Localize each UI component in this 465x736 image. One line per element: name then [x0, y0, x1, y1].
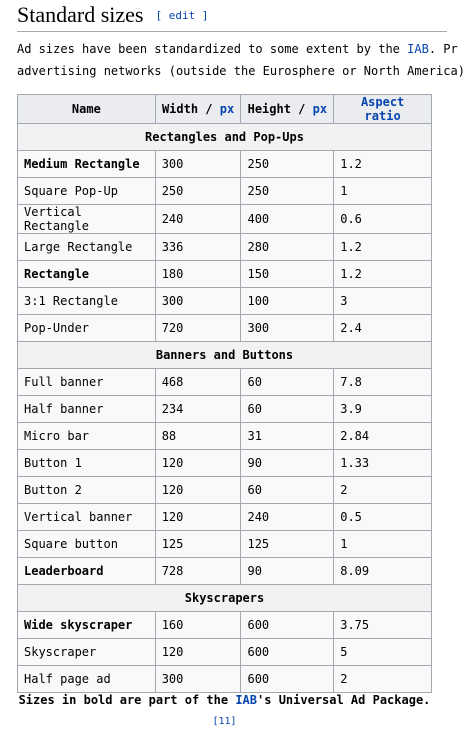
cell-ratio: 5 [334, 639, 432, 666]
cell-width: 720 [155, 315, 241, 342]
table-row [18, 315, 432, 342]
cell-ratio: 3.9 [334, 396, 432, 423]
table-row [18, 531, 432, 558]
cell-width: 120 [155, 504, 241, 531]
cell-ratio: 1 [334, 178, 432, 205]
table-row [18, 261, 432, 288]
cell-width: 336 [155, 234, 241, 261]
cell-width: 240 [155, 205, 241, 234]
cell-height: 600 [241, 612, 334, 639]
table-body [18, 124, 432, 693]
cell-height: 125 [241, 531, 334, 558]
cell-height: 90 [241, 450, 334, 477]
intro-line-1: Ad sizes have been standardized to some extent by the IAB. Pr [17, 42, 458, 56]
cell-ratio: 2 [334, 666, 432, 693]
cell-width: 120 [155, 477, 241, 504]
cell-width: 468 [155, 369, 241, 396]
cell-width: 300 [155, 151, 241, 178]
cell-height: 60 [241, 477, 334, 504]
table-caption: Sizes in bold are part of the IAB's Universal Ad Package.[11] [18, 693, 431, 727]
intro-line-2: advertising networks (outside the Eurosphere or North America) [17, 64, 465, 78]
cell-height: 250 [241, 151, 334, 178]
cell-name: Rectangle [18, 261, 156, 288]
px-link[interactable]: px [312, 102, 328, 116]
cell-height: 250 [241, 178, 334, 205]
section-header-row [18, 124, 432, 151]
cell-height: 150 [241, 261, 334, 288]
cell-height: 240 [241, 504, 334, 531]
cell-width: 120 [155, 639, 241, 666]
cell-ratio: 1.2 [334, 234, 432, 261]
cell-height: 60 [241, 369, 334, 396]
cell-name: Button 2 [18, 477, 156, 504]
aspect-ratio-link[interactable]: Aspect ratio [360, 95, 405, 123]
table-row [18, 288, 432, 315]
section-title: Banners and Buttons [18, 342, 432, 369]
cell-name: Wide skyscraper [18, 612, 156, 639]
cell-name: Full banner [18, 369, 156, 396]
cell-name: Half page ad [18, 666, 156, 693]
reference-11-link[interactable]: [11] [212, 716, 237, 727]
px-link[interactable]: px [219, 102, 235, 116]
cell-name: Button 1 [18, 450, 156, 477]
cell-height: 600 [241, 666, 334, 693]
cell-width: 234 [155, 396, 241, 423]
section-heading [17, 0, 447, 31]
cell-ratio: 3 [334, 288, 432, 315]
cell-ratio: 1 [334, 531, 432, 558]
cell-ratio: 2 [334, 477, 432, 504]
cell-height: 600 [241, 639, 334, 666]
table-row [18, 234, 432, 261]
cell-height: 300 [241, 315, 334, 342]
caption-iab-link[interactable]: IAB [235, 693, 258, 707]
cell-height: 100 [241, 288, 334, 315]
cell-ratio: 2.84 [334, 423, 432, 450]
cell-width: 160 [155, 612, 241, 639]
section-title: Standard sizes [17, 2, 144, 27]
table-header-row [18, 95, 432, 124]
cell-name: Large Rectangle [18, 234, 156, 261]
cell-width: 300 [155, 666, 241, 693]
table-row [18, 558, 432, 585]
table-row [18, 666, 432, 693]
table-row [18, 396, 432, 423]
cell-name: Leaderboard [18, 558, 156, 585]
cell-name: Micro bar [18, 423, 156, 450]
table-row [18, 450, 432, 477]
cell-height: 400 [241, 205, 334, 234]
cell-name: Medium Rectangle [18, 151, 156, 178]
cell-ratio: 0.5 [334, 504, 432, 531]
column-header-height[interactable]: Height / px [241, 95, 334, 124]
table-row [18, 612, 432, 639]
cell-ratio: 3.75 [334, 612, 432, 639]
cell-width: 88 [155, 423, 241, 450]
table-row [18, 178, 432, 205]
table-row [18, 369, 432, 396]
cell-ratio: 7.8 [334, 369, 432, 396]
cell-width: 250 [155, 178, 241, 205]
table-row [18, 151, 432, 178]
table-row [18, 639, 432, 666]
cell-ratio: 2.4 [334, 315, 432, 342]
table-row [18, 504, 432, 531]
section-header-row [18, 585, 432, 612]
cell-name: Square button [18, 531, 156, 558]
cell-name: Pop-Under [18, 315, 156, 342]
cell-width: 728 [155, 558, 241, 585]
cell-height: 280 [241, 234, 334, 261]
cell-name: Vertical banner [18, 504, 156, 531]
cell-name: Square Pop-Up [18, 178, 156, 205]
column-header-aspect-ratio[interactable] [334, 95, 432, 124]
cell-name: Half banner [18, 396, 156, 423]
column-header-name[interactable]: Name [18, 95, 156, 124]
cell-ratio: 8.09 [334, 558, 432, 585]
cell-name: Vertical Rectangle [18, 205, 156, 234]
cell-ratio: 0.6 [334, 205, 432, 234]
cell-ratio: 1.33 [334, 450, 432, 477]
cell-name: Skyscraper [18, 639, 156, 666]
section-header-row [18, 342, 432, 369]
table-row [18, 477, 432, 504]
heading-divider [17, 31, 447, 32]
cell-height: 60 [241, 396, 334, 423]
intro-paragraph [17, 38, 465, 82]
cell-height: 31 [241, 423, 334, 450]
iab-link[interactable]: IAB [407, 42, 429, 56]
cell-width: 125 [155, 531, 241, 558]
table-row [18, 423, 432, 450]
cell-width: 180 [155, 261, 241, 288]
column-header-width[interactable]: Width / px [155, 95, 241, 124]
cell-ratio: 1.2 [334, 151, 432, 178]
standard-sizes-table [17, 94, 432, 693]
cell-width: 120 [155, 450, 241, 477]
cell-name: 3:1 Rectangle [18, 288, 156, 315]
table-row [18, 205, 432, 234]
section-title: Rectangles and Pop-Ups [18, 124, 432, 151]
cell-ratio: 1.2 [334, 261, 432, 288]
edit-link[interactable]: [ edit ] [155, 9, 209, 22]
section-title: Skyscrapers [18, 585, 432, 612]
cell-width: 300 [155, 288, 241, 315]
cell-height: 90 [241, 558, 334, 585]
